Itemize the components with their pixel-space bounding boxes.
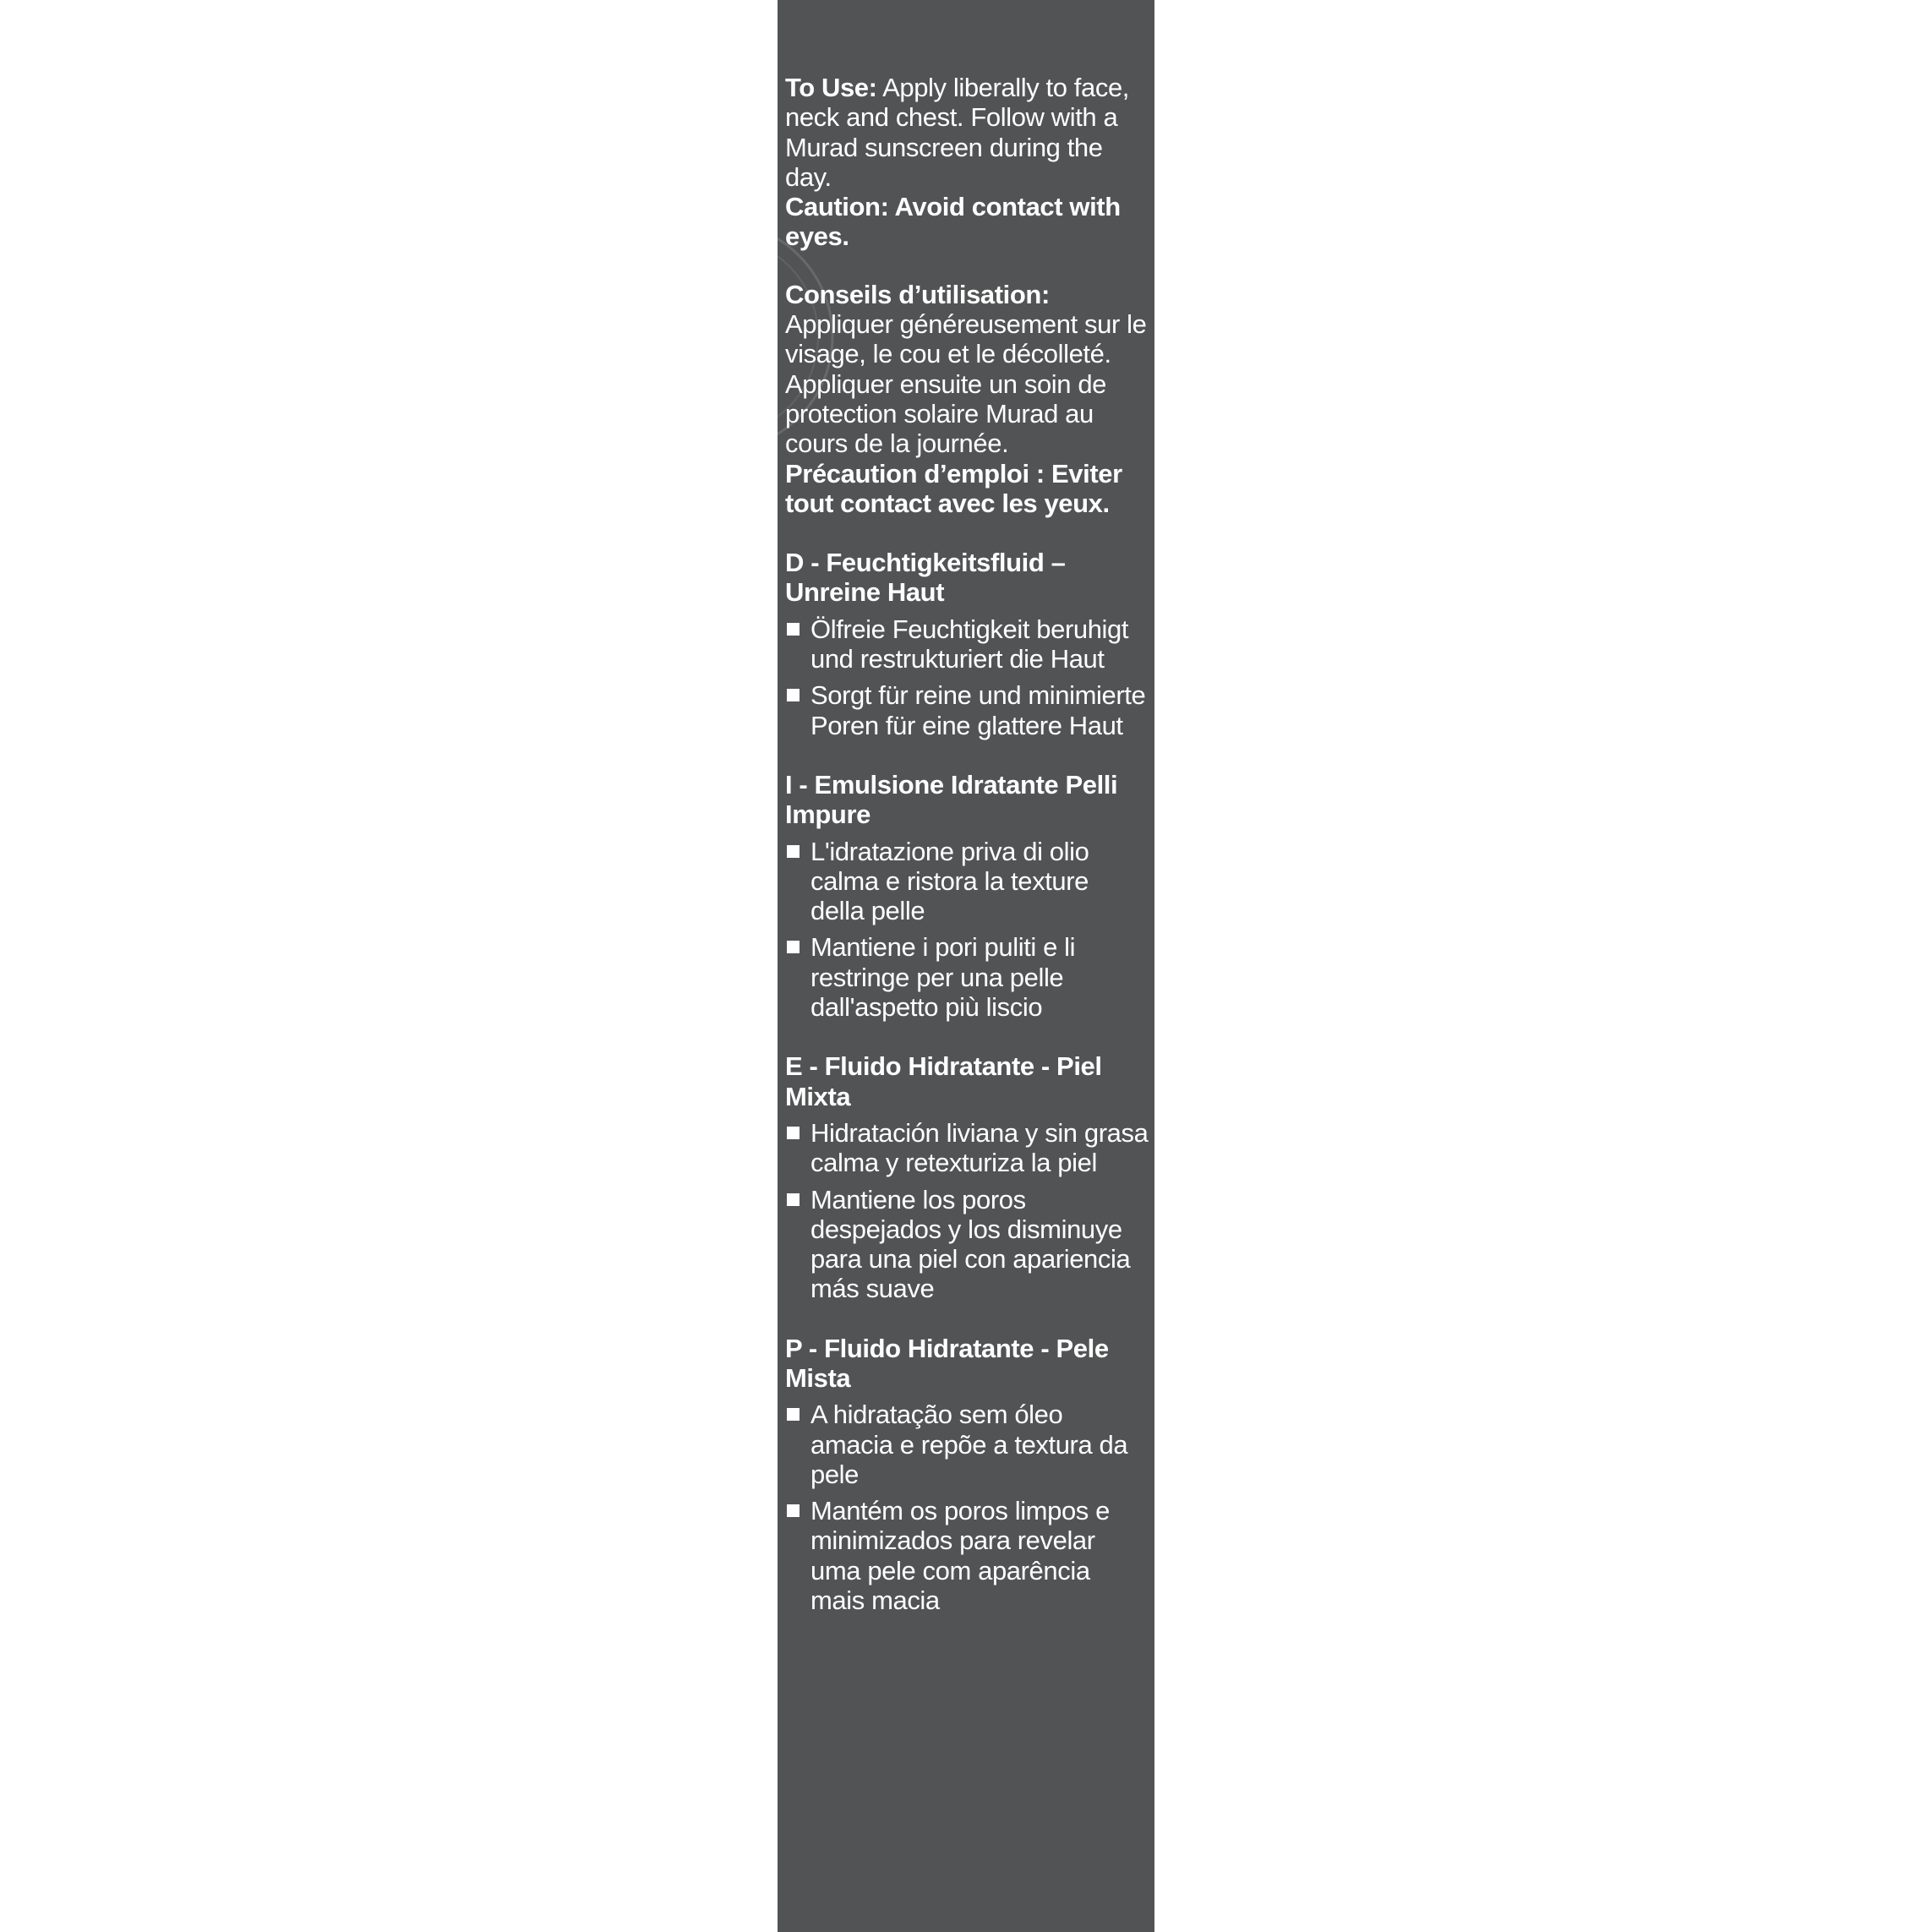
- square-bullet-icon: [787, 623, 800, 636]
- square-bullet-icon: [787, 845, 800, 858]
- bullet-text: Mantém os poros limpos e minimizados para revelar uma pele com aparência mais macia: [810, 1496, 1110, 1616]
- to-use-text: Apply liberally to face, neck and chest. Follow with a Murad sunscreen during the day.: [785, 73, 1130, 192]
- section-heading: I - Emulsione Idratante Pelli Impure: [785, 769, 1118, 830]
- list-item: [785, 1400, 1149, 1489]
- square-bullet-icon: [787, 1504, 800, 1517]
- french-caution: Précaution d’emploi : Eviter tout contact avec les yeux.: [785, 458, 1122, 518]
- list-item: [785, 1496, 1149, 1615]
- bullet-text: A hidratação sem óleo amacia e repõe a textura da pele: [810, 1400, 1128, 1489]
- instructions-text: [785, 73, 1149, 1615]
- french-label: Conseils d’utilisation:: [785, 279, 1050, 309]
- bullet-text: Mantiene los poros despejados y los disminuye para una piel con apariencia más suave: [810, 1184, 1131, 1304]
- section-portuguese: [785, 1334, 1149, 1616]
- square-bullet-icon: [787, 1127, 800, 1139]
- list-item: [785, 1185, 1149, 1304]
- to-use-label: To Use:: [785, 73, 877, 102]
- english-caution: Caution: Avoid contact with eyes.: [785, 192, 1121, 252]
- section-heading: P - Fluido Hidratante - Pele Mista: [785, 1333, 1109, 1393]
- bullet-text: Ölfreie Feuchtigkeit beruhigt und restrukturiert die Haut: [810, 614, 1129, 674]
- section-spanish: [785, 1051, 1149, 1303]
- list-item: [785, 680, 1149, 740]
- french-text: Appliquer généreusement sur le visage, le cou et le décolleté. Appliquer ensuite un soin de protection solaire Murad au cours de la journée.: [785, 309, 1147, 459]
- bullet-text: L'idratazione priva di olio calma e ristora la texture della pelle: [810, 836, 1089, 926]
- section-italian: [785, 770, 1149, 1022]
- list-item: [785, 1118, 1149, 1178]
- list-item: [785, 837, 1149, 926]
- square-bullet-icon: [787, 941, 800, 953]
- section-german: [785, 548, 1149, 740]
- english-instructions: [785, 73, 1149, 192]
- square-bullet-icon: [787, 1408, 800, 1421]
- box-side-panel: [778, 0, 1154, 1932]
- section-heading: E - Fluido Hidratante - Piel Mixta: [785, 1051, 1102, 1111]
- section-heading: D - Feuchtigkeitsfluid – Unreine Haut: [785, 548, 1066, 608]
- square-bullet-icon: [787, 689, 800, 701]
- bullet-text: Sorgt für reine und minimierte Poren für eine glattere Haut: [810, 680, 1146, 740]
- square-bullet-icon: [787, 1193, 800, 1206]
- list-item: [785, 932, 1149, 1022]
- bullet-text: Hidratación liviana y sin grasa calma y retexturiza la piel: [810, 1117, 1149, 1178]
- bullet-text: Mantiene i pori puliti e li restringe per una pelle dall'aspetto più liscio: [810, 932, 1076, 1023]
- list-item: [785, 614, 1149, 674]
